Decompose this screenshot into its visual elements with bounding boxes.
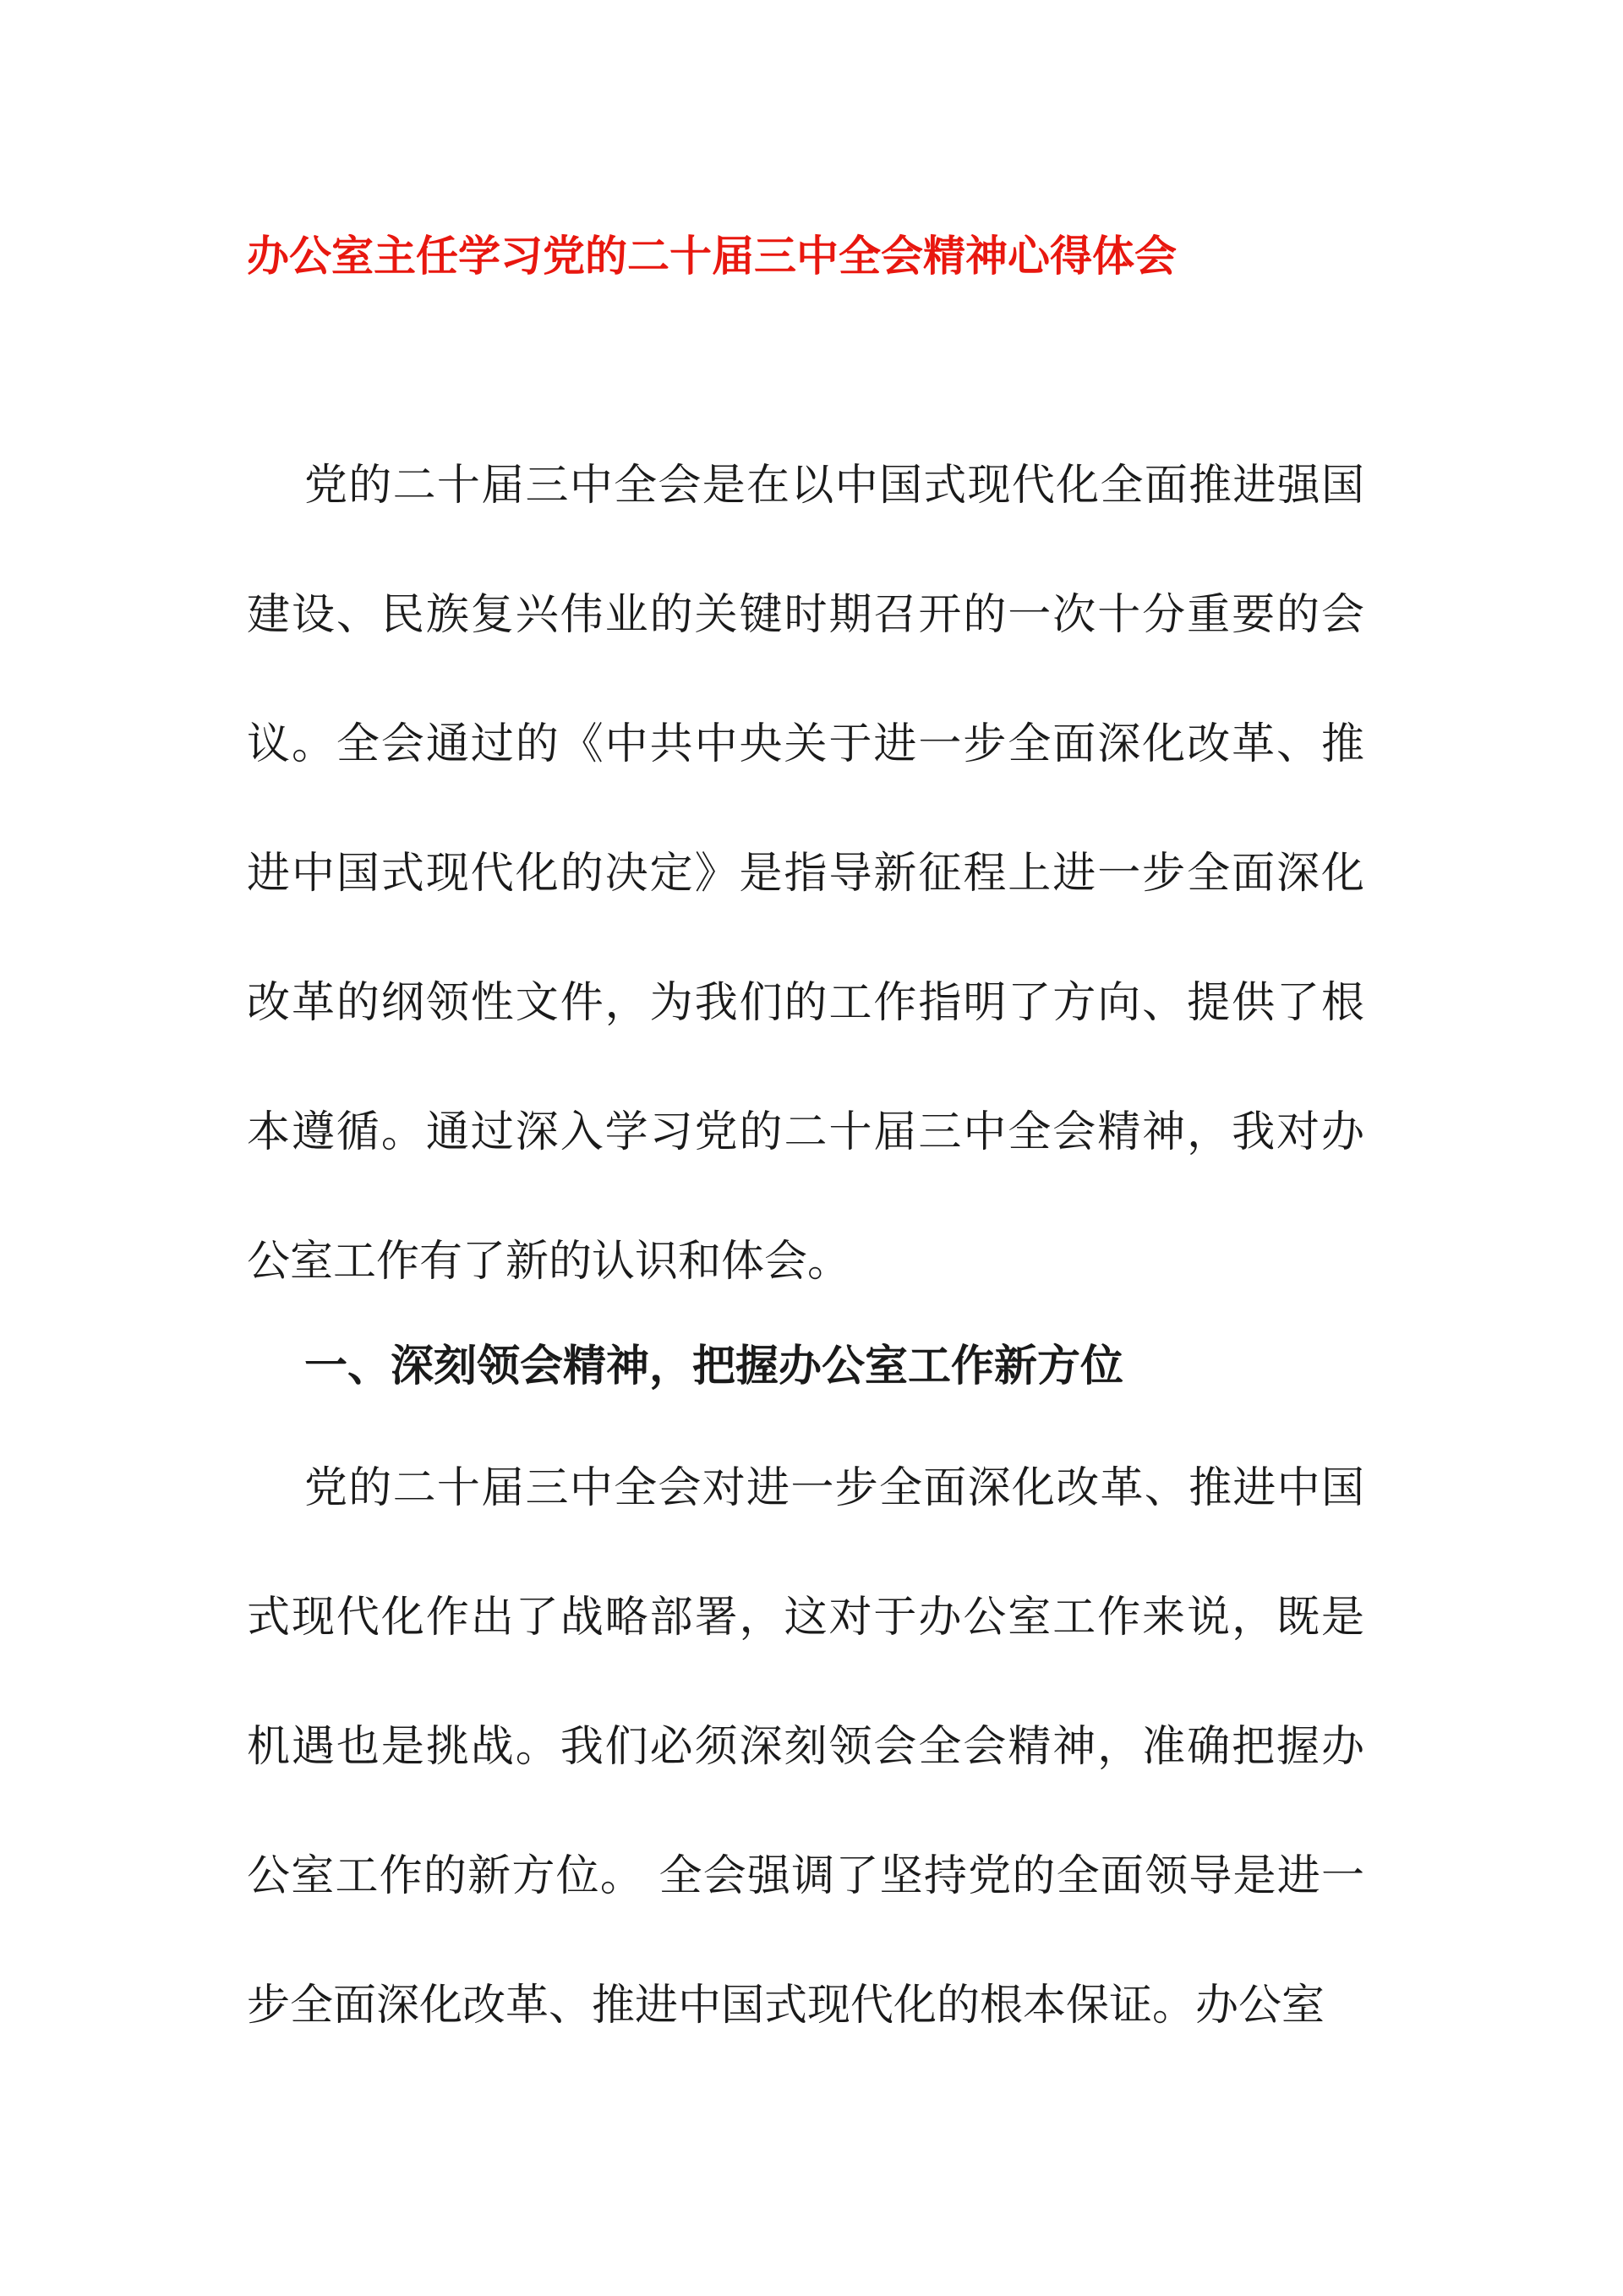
intro-paragraph: 党的二十届三中全会是在以中国式现代化全面推进强国建设、民族复兴伟业的关键时期召开的一次十分重要的会议。全会通过的《中共中央关于进一步全面深化改革、推进中国式现代化的决定》是指导新征程上进一步全面深化改革的纲领性文件，为我们的工作指明了方向、提供了根本遵循。通过深入学习党的二十届三中全会精神，我对办公室工作有了新的认识和体会。 <box>247 461 1364 1287</box>
document-title: 办公室主任学习党的二十届三中全会精神心得体会 <box>247 232 1177 281</box>
section-1-paragraph: 党的二十届三中全会对进一步全面深化改革、推进中国式现代化作出了战略部署，这对于办公室工作来说，既是机遇也是挑战。我们必须深刻领会全会精神，准确把握办公室工作的新方位。 全会强调了坚持党的全面领导是进一步全面深化改革、推进中国式现代化的根本保证。办公室 <box>247 1463 1364 2031</box>
section-1-heading: 一、深刻领会精神，把握办公室工作新方位 <box>304 1342 1124 1391</box>
